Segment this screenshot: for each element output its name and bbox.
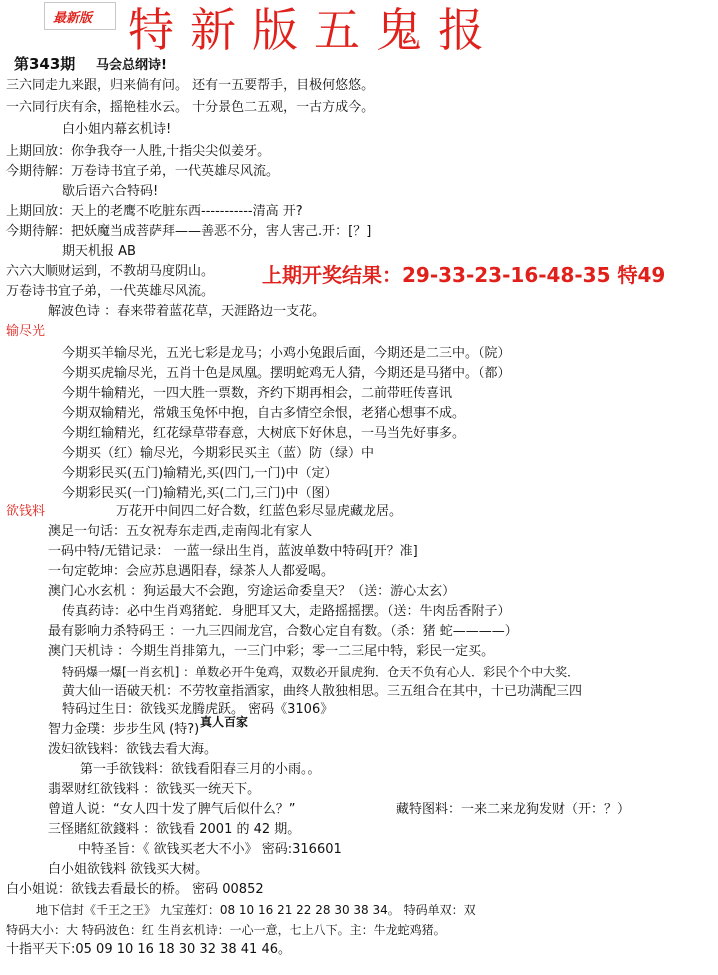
issue-note: 马会总纲诗!: [96, 58, 167, 73]
text-line: 一六同行庆有余，摇艳桂水云。 十分景色二五观，一古方成今。: [6, 100, 375, 115]
text-line: 今期彩民买(五门)输精光,买(四门,一门)中（定）: [62, 466, 338, 481]
text-line: 期天机报 AB: [62, 244, 136, 259]
text-line: 智力金璞：步步生风 (特?): [48, 722, 200, 737]
text-line: 解波色诗 ：春来带着蓝花草，天涯路边一支花。: [48, 304, 326, 319]
text-line: 传真药诗：必中生肖鸡猪蛇．身肥耳又大，走路摇摇摆。（送：牛肉岳香附子）: [62, 604, 511, 619]
text-line: 今期买羊输尽光，五光七彩是龙马；小鸡小兔跟后面，今期还是二三中。（院）: [62, 346, 511, 361]
text-line: 三六同走九来跟，归来倘有问。 还有一五要帮手，目极何悠悠。: [6, 78, 375, 93]
text-line: 泼妇欲钱料：欲钱去看大海。: [48, 742, 218, 757]
text-line: 今期待解：把妖魔当成菩萨拜——善恶不分，害人害己.开：[？]: [6, 224, 372, 239]
text-line: 澳门天机诗 ：今期生肖排第九，一三门中彩；零一二三尾中特，彩民一定买。: [48, 644, 495, 659]
text-line: 今期彩民买(一门)输精光,买(二门,三门)中（图）: [62, 486, 338, 501]
text-line: 特码爆一爆[一肖玄机] ：单数必开牛兔鸡，双数必开鼠虎狗．仓天不负有心人．彩民个个中大奖．: [62, 665, 580, 679]
section-label-money: 欲钱料: [6, 504, 46, 519]
text-line: 特码大小：大 特码波色：红 生肖玄机诗：一心一意，七上八下。主：牛龙蛇鸡猪。: [6, 923, 446, 937]
text-line: 今期红输精光，红花绿草带春意，大树底下好休息，一马当先好事多。: [62, 426, 466, 441]
text-line: 一句定乾坤：会应苏息遇阳春，绿茶人人都爱喝。: [48, 564, 335, 579]
text-line: 万卷诗书宜子弟，一代英雄尽风流。: [6, 284, 215, 299]
text-line: 藏特图料：一来二来龙狗发财（开：？）: [396, 802, 631, 817]
latest-version-badge: [44, 2, 116, 30]
text-line: 特码过生日：欲钱买龙腾虎跃。 密码《3106》: [62, 702, 334, 717]
text-line: 澳门心水玄机 ：狗运最大不会跑，穷途运命委皇天？（送：游心太玄）: [48, 584, 456, 599]
badge-label: 最新版: [53, 11, 93, 26]
page-title: 特新版五鬼报: [128, 3, 500, 57]
text-line: 今期牛输精光，一四大胜一票数，齐约下期再相会，二前带旺传喜讯: [62, 386, 453, 401]
text-line: 今期买虎输尽光，五肖十色是凤凰。摆明蛇鸡无人猜，今期还是马猪中。（都）: [62, 366, 511, 381]
text-line: 第一手欲钱料：欲钱看阳春三月的小雨。。: [80, 762, 321, 777]
text-line: 上期回放：你争我夺一人胜,十指尖尖似姜牙。: [6, 144, 271, 159]
text-line: 中特圣旨：《 欲钱买老大不小》 密码:316601: [78, 842, 342, 857]
text-line: 翡翠财红欲钱料 ：欲钱买一统天下。: [48, 782, 261, 797]
text-line: 一码中特/无错记录： 一蓝一绿出生肖，蓝波单数中特码[开？准]: [48, 544, 418, 559]
last-draw-result: 上期开奖结果：29-33-23-16-48-35 特49: [262, 263, 666, 287]
text-line: 白小姐说：欲钱去看最长的桥。 密码 00852: [6, 882, 264, 897]
text-line: 三怪賭紅欲錢料 ：欲钱看 2001 的 42 期。: [48, 822, 301, 837]
stamp-text: 真人百家: [200, 715, 249, 729]
text-line: 白小姐欲钱料 欲钱买大树。: [48, 862, 209, 877]
text-line: 上期回放：天上的老鹰不吃脏东西-----------清高 开?: [6, 204, 303, 219]
text-line: 十指平天下:05 09 10 16 18 30 32 38 41 46。: [6, 942, 291, 957]
text-line: 白小姐内幕玄机诗!: [62, 122, 172, 137]
text-line: 澳足一句话：五女祝寿东走西,走南闯北有家人: [48, 524, 313, 539]
text-line: 歇后语六合特码!: [62, 184, 159, 199]
section-label-lose: 输尽光: [6, 324, 46, 339]
text-line: 曾道人说：“女人四十发了脾气后似什么？”: [48, 802, 296, 817]
text-line: 今期双输精光，常娥玉兔怀中抱，自古多情空余恨，老猪心想事不成。: [62, 406, 466, 421]
issue-number: 第343期: [14, 55, 76, 73]
text-line: 最有影响力杀特码王 ：一九三四闹龙宫，合数心定自有数。（杀：猪 蛇————）: [48, 624, 518, 639]
text-line: 今期待解：万卷诗书宜子弟，一代英雄尽风流。: [6, 164, 280, 179]
text-line: 今期买（红）输尽光，今期彩民买主（蓝）防（绿）中: [62, 446, 375, 461]
text-line: 六六大顺财运到，不教胡马度阴山。: [6, 264, 215, 279]
text-line: 地下信封《千王之王》 九宝莲灯：08 10 16 21 22 28 30 38 34。 特码单双：双: [36, 903, 476, 917]
text-line: 黄大仙一语破天机：不劳牧童指酒家，曲终人散独相思。三五组合在其中，十已功满配三四: [62, 684, 583, 699]
text-line: 万花开中间四二好合数，红蓝色彩尽显虎藏龙居。: [116, 504, 403, 519]
